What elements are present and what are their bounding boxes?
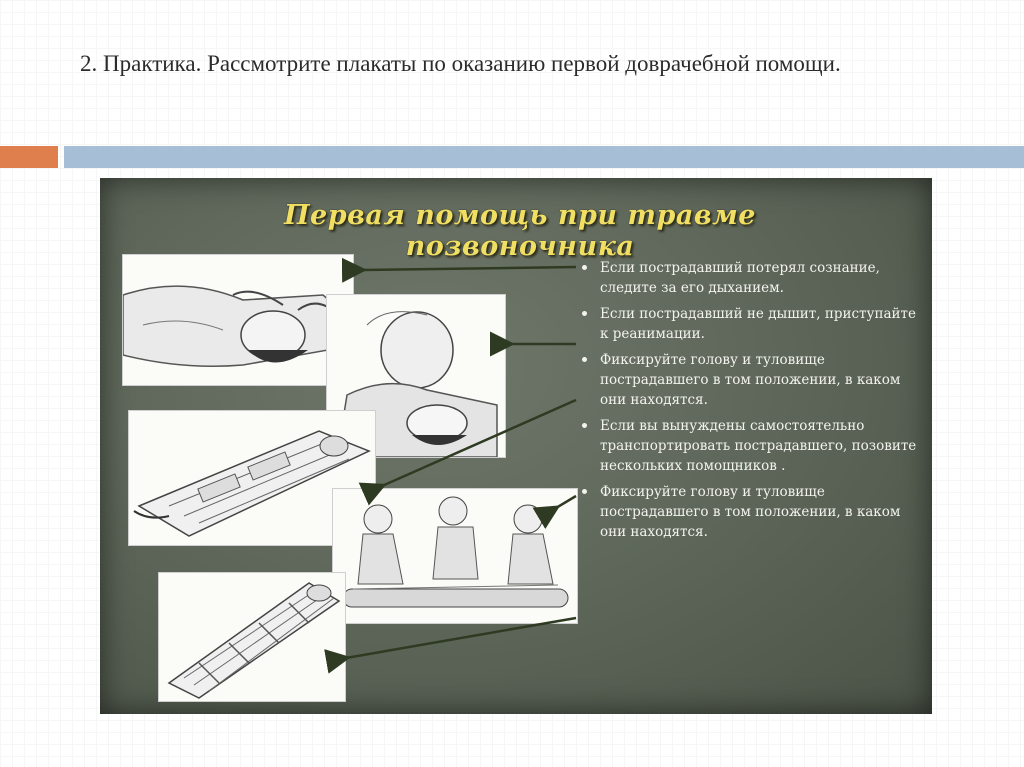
bullet-text: Фиксируйте голову и туловище пострадавшего в том положении, в каком они находятся. <box>600 352 901 408</box>
bullet-text: Если пострадавший потерял сознание, следите за его дыханием. <box>600 260 880 296</box>
bullet-item <box>578 482 918 542</box>
accent-bar-orange <box>0 146 58 168</box>
bullet-dot <box>582 265 587 270</box>
bullet-text: Если вы вынуждены самостоятельно транспортировать пострадавшего, позовите нескольких помощников . <box>600 418 917 474</box>
first-aid-poster <box>100 178 932 714</box>
illustration-vacuum-splint <box>158 572 346 702</box>
illustration-head-support <box>122 254 354 386</box>
bullet-item <box>578 258 918 298</box>
bullet-dot <box>582 423 587 428</box>
accent-bar-blue <box>64 146 1024 168</box>
bullet-text: Если пострадавший не дышит, приступайте к реанимации. <box>600 306 916 342</box>
bullet-dot <box>582 311 587 316</box>
arrow-5 <box>346 618 576 658</box>
bullet-item <box>578 350 918 410</box>
poster-title: Первая помощь при травме позвоночника <box>284 200 756 262</box>
arrow-1 <box>362 267 576 270</box>
bullet-text: Фиксируйте голову и туловище пострадавшего в том положении, в каком они находятся. <box>600 484 901 540</box>
bullet-dot <box>582 357 587 362</box>
slide-title: 2. Практика. Рассмотрите плакаты по оказанию первой доврачебной помощи. <box>80 51 841 76</box>
bullet-dot <box>582 489 587 494</box>
bullet-list <box>578 258 918 548</box>
bullet-item <box>578 416 918 476</box>
bullet-item <box>578 304 918 344</box>
illustration-helpers-transport <box>332 488 578 624</box>
